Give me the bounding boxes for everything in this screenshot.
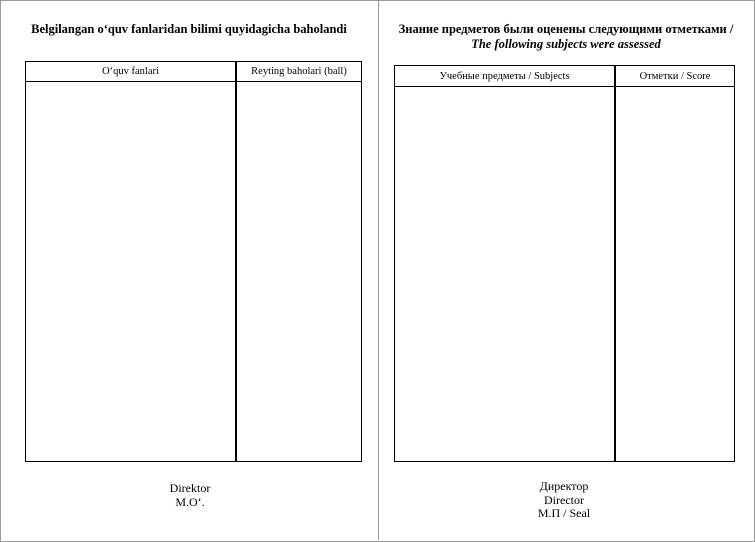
left-page bbox=[0, 0, 378, 540]
right-seal-label: М.П / Seal bbox=[537, 506, 591, 520]
right-title-russian: Знание предметов были оценены следующими отметками / bbox=[398, 22, 734, 36]
right-header-scores: Отметки / Score bbox=[639, 70, 711, 82]
right-page-title bbox=[383, 22, 749, 52]
right-grades-table bbox=[394, 65, 735, 462]
left-table-header bbox=[26, 62, 361, 82]
left-signature-block bbox=[90, 482, 290, 509]
left-column-separator bbox=[235, 62, 237, 461]
right-director-label-ru: Директор bbox=[539, 479, 589, 493]
right-director-label-en: Director bbox=[544, 492, 584, 507]
left-header-scores: Reyting baholari (ball) bbox=[251, 66, 347, 77]
right-title-english: The following subjects were assessed bbox=[471, 37, 661, 51]
left-header-subjects: O‘quv fanlari bbox=[102, 66, 159, 77]
right-header-subjects: Учебные предметы / Subjects bbox=[439, 70, 570, 82]
right-table-header bbox=[395, 66, 734, 87]
left-seal-label: M.O‘. bbox=[175, 494, 205, 509]
right-signature-block bbox=[464, 480, 664, 521]
left-director-label: Direktor bbox=[169, 481, 211, 495]
right-page bbox=[379, 0, 753, 540]
left-page-title: Belgilangan o‘quv fanlaridan bilimi quyidagicha baholandi bbox=[31, 22, 347, 36]
left-grades-table bbox=[25, 61, 362, 462]
right-column-separator bbox=[614, 66, 616, 461]
